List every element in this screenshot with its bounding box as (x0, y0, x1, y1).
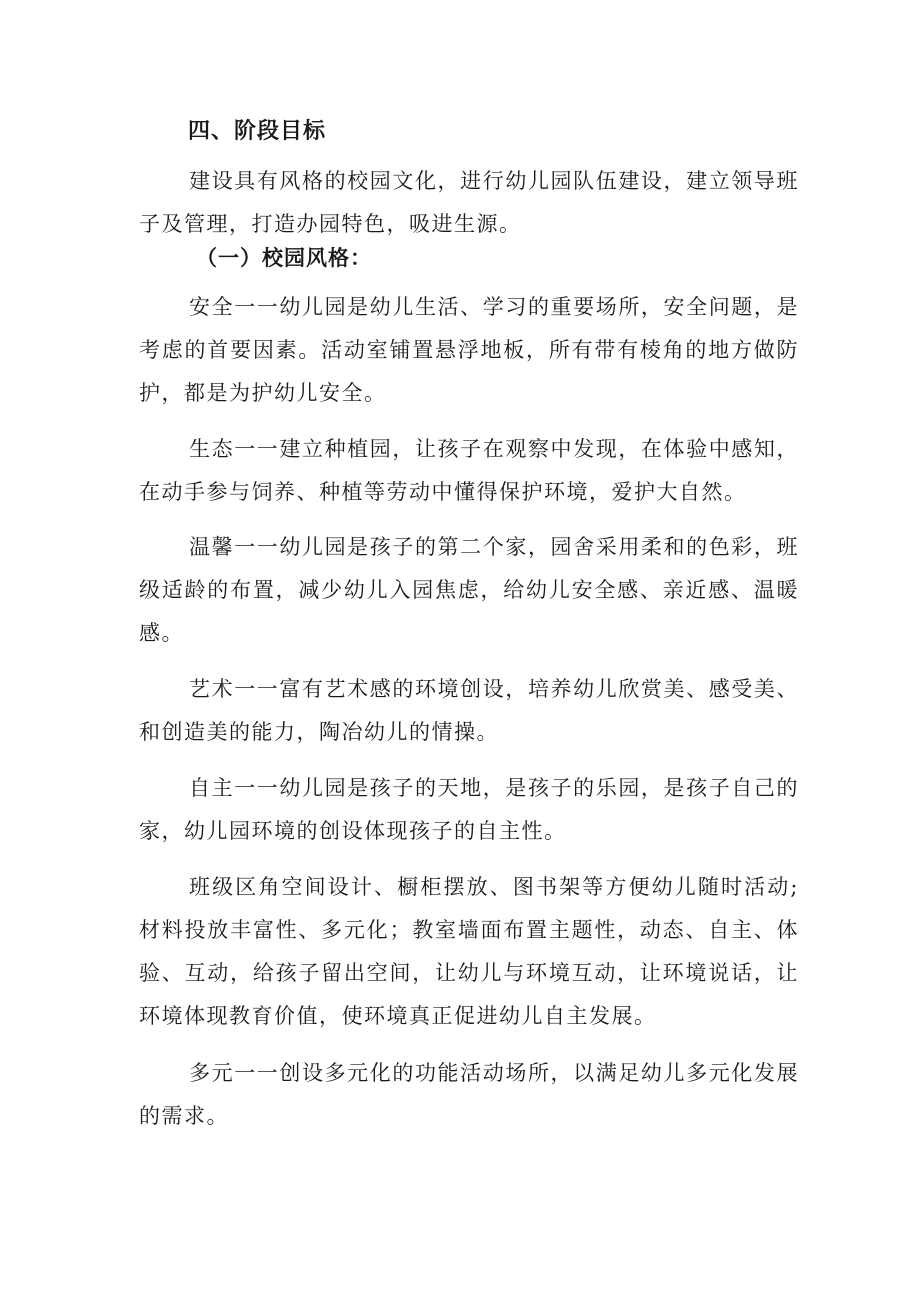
subsection-heading: （一）校园风格： (196, 246, 372, 270)
paragraph-ecology: 生态一一建立种植园，让孩子在观察中发现，在体验中感知，在动手参与饲养、种植等劳动中懂得保护环境，爱护大自然。 (139, 437, 799, 504)
paragraph-autonomy: 自主一一幼儿园是孩子的天地，是孩子的乐园，是孩子自己的家，幼儿园环境的创设体现孩子的自主性。 (139, 776, 799, 843)
paragraph-art: 艺术一一富有艺术感的环境创设，培养幼儿欣赏美、感受美、和创造美的能力，陶冶幼儿的情操。 (139, 677, 799, 744)
paragraph-diversity: 多元一一创设多元化的功能活动场所，以满足幼儿多元化发展的需求。 (139, 1061, 799, 1128)
paragraph-safety: 安全一一幼儿园是幼儿生活、学习的重要场所，安全问题，是考虑的首要因素。活动室铺置悬浮地板，所有带有棱角的地方做防护，都是为护幼儿安全。 (139, 295, 799, 405)
section-heading: 四、阶段目标 (188, 119, 327, 144)
paragraph-warmth: 温馨一一幼儿园是孩子的第二个家，园舍采用柔和的色彩，班级适龄的布置，减少幼儿入园焦虑，给幼儿安全感、亲近感、温暖感。 (139, 535, 799, 645)
intro-paragraph: 建设具有风格的校园文化，进行幼儿园队伍建设，建立领导班子及管理，打造办园特色，吸进生源。 (139, 169, 799, 236)
paragraph-classroom: 班级区角空间设计、橱柜摆放、图书架等方便幼儿随时活动;材料投放丰富性、多元化；教室墙面布置主题性，动态、自主、体验、互动，给孩子留出空间，让幼儿与环境互动，让环境说话，让环境体现教育价值，使环境真正促进幼儿自主发展。 (139, 875, 799, 1028)
